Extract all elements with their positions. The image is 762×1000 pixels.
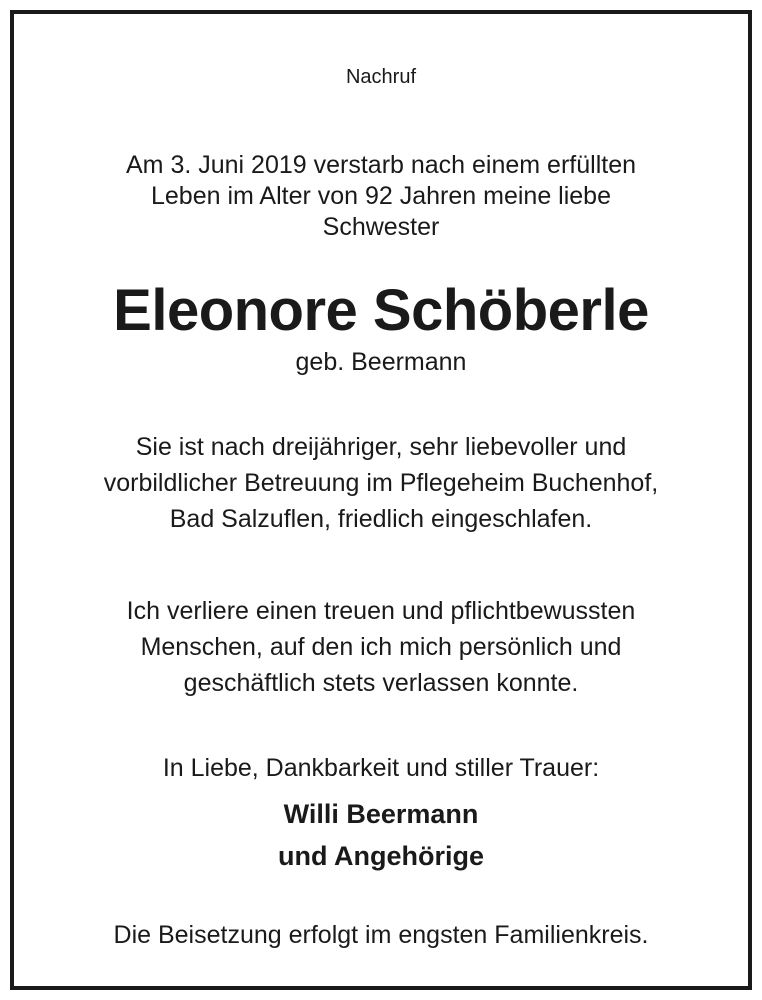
tribute-paragraph bbox=[14, 593, 748, 701]
paragraph-line: Bad Salzuflen, friedlich eingeschlafen. bbox=[169, 505, 593, 533]
intro-text bbox=[14, 150, 748, 243]
mourner-name: Willi Beermann bbox=[283, 799, 479, 829]
mourning-line: In Liebe, Dankbarkeit und stiller Trauer: bbox=[162, 754, 600, 782]
deceased-name: Eleonore Schöberle bbox=[113, 278, 649, 343]
intro-line: Leben im Alter von 92 Jahren meine liebe bbox=[150, 182, 611, 210]
mourner-name: und Angehörige bbox=[278, 841, 484, 871]
paragraph-line: geschäftlich stets verlassen konnte. bbox=[183, 669, 579, 697]
paragraph-line: vorbildlicher Betreuung im Pflegeheim Buchenhof, bbox=[103, 469, 659, 497]
mourners bbox=[14, 793, 748, 877]
funeral-note: Die Beisetzung erfolgt im engsten Familienkreis. bbox=[113, 921, 649, 949]
care-paragraph bbox=[14, 429, 748, 537]
obituary-notice bbox=[10, 10, 752, 990]
notice-heading: Nachruf bbox=[345, 66, 417, 88]
paragraph-line: Ich verliere einen treuen und pflichtbewussten bbox=[126, 597, 636, 625]
paragraph-line: Menschen, auf den ich mich persönlich und bbox=[140, 633, 622, 661]
paragraph-line: Sie ist nach dreijähriger, sehr liebevoller und bbox=[135, 433, 627, 461]
intro-line: Schwester bbox=[322, 213, 440, 241]
birth-name: geb. Beermann bbox=[295, 348, 467, 376]
intro-line: Am 3. Juni 2019 verstarb nach einem erfüllten bbox=[126, 151, 636, 179]
